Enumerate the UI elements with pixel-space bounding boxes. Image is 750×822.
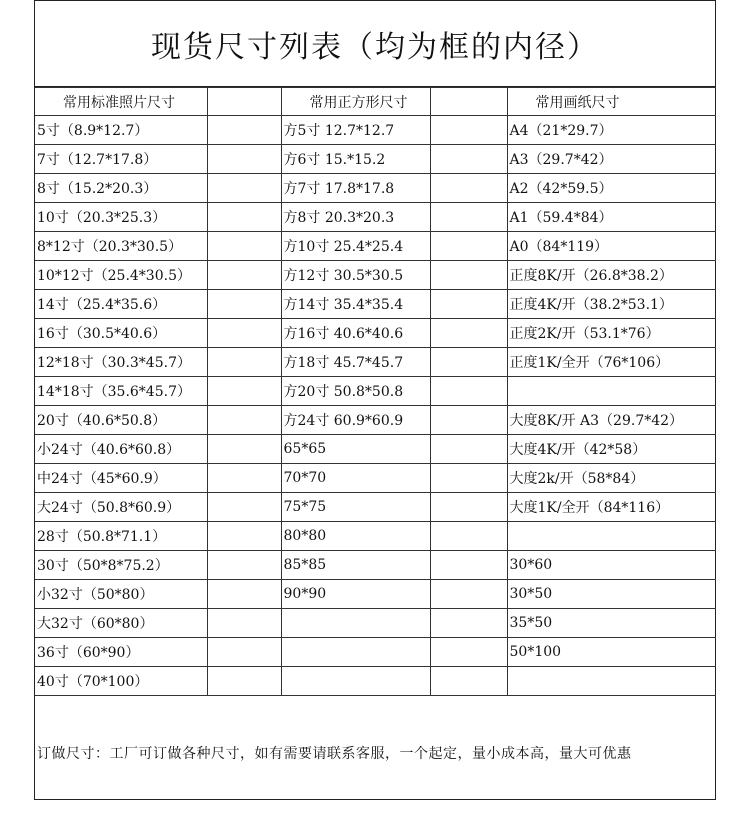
standard-photo-size-cell: 10寸（20.3*25.3） (35, 203, 207, 232)
square-size-cell: 方20寸 50.8*50.8 (281, 377, 430, 406)
spacer-cell (430, 203, 507, 232)
standard-photo-size-cell: 28寸（50.8*71.1） (35, 522, 207, 551)
table-row (35, 464, 716, 493)
paper-size-cell: 正度4K/开（38.2*53.1） (507, 290, 716, 319)
table-row (35, 290, 716, 319)
square-size-cell: 方14寸 35.4*35.4 (281, 290, 430, 319)
paper-size-cell: 正度2K/开（53.1*76） (507, 319, 716, 348)
spacer-cell (207, 116, 281, 145)
spacer-cell (207, 290, 281, 319)
spacer-cell (207, 348, 281, 377)
table-header-row (35, 88, 716, 116)
spacer-cell (207, 638, 281, 667)
square-size-cell: 方7寸 17.8*17.8 (281, 174, 430, 203)
spacer-cell (207, 145, 281, 174)
square-size-cell (281, 638, 430, 667)
spacer-cell (207, 261, 281, 290)
spacer-cell (430, 145, 507, 174)
spacer-cell (207, 609, 281, 638)
standard-photo-size-cell: 8寸（15.2*20.3） (35, 174, 207, 203)
size-table (35, 87, 716, 696)
paper-size-cell (507, 522, 716, 551)
paper-size-cell: 30*50 (507, 580, 716, 609)
square-size-cell: 70*70 (281, 464, 430, 493)
square-size-cell: 方8寸 20.3*20.3 (281, 203, 430, 232)
table-row (35, 580, 716, 609)
paper-size-cell: 35*50 (507, 609, 716, 638)
table-row (35, 638, 716, 667)
square-size-cell: 方5寸 12.7*12.7 (281, 116, 430, 145)
spacer-cell (430, 522, 507, 551)
table-row (35, 435, 716, 464)
square-size-cell: 75*75 (281, 493, 430, 522)
spacer-cell (430, 319, 507, 348)
spacer-cell (430, 290, 507, 319)
paper-size-cell: A2（42*59.5） (507, 174, 716, 203)
standard-photo-size-cell: 30寸（50*8*75.2） (35, 551, 207, 580)
spacer-cell (207, 406, 281, 435)
square-size-cell: 方12寸 30.5*30.5 (281, 261, 430, 290)
table-row (35, 348, 716, 377)
table-row (35, 609, 716, 638)
paper-size-cell: 大度1K/全开（84*116） (507, 493, 716, 522)
paper-size-cell: 正度1K/全开（76*106） (507, 348, 716, 377)
table-row (35, 116, 716, 145)
square-size-cell: 方16寸 40.6*40.6 (281, 319, 430, 348)
square-size-cell: 85*85 (281, 551, 430, 580)
paper-size-cell: 正度8K/开（26.8*38.2） (507, 261, 716, 290)
header-spacer (207, 88, 281, 116)
table-row (35, 667, 716, 696)
paper-size-cell: 大度8K/开 A3（29.7*42） (507, 406, 716, 435)
spacer-cell (430, 609, 507, 638)
spacer-cell (207, 493, 281, 522)
spacer-cell (430, 406, 507, 435)
table-row (35, 319, 716, 348)
spacer-cell (430, 348, 507, 377)
paper-size-cell: A1（59.4*84） (507, 203, 716, 232)
square-size-cell: 方24寸 60.9*60.9 (281, 406, 430, 435)
square-size-cell: 方6寸 15.*15.2 (281, 145, 430, 174)
square-size-cell: 方10寸 25.4*25.4 (281, 232, 430, 261)
table-row (35, 174, 716, 203)
paper-size-cell: 大度2k/开（58*84） (507, 464, 716, 493)
paper-size-cell: A3（29.7*42） (507, 145, 716, 174)
spacer-cell (207, 667, 281, 696)
table-row (35, 551, 716, 580)
paper-size-cell: 30*60 (507, 551, 716, 580)
standard-photo-size-cell: 大24寸（50.8*60.9） (35, 493, 207, 522)
square-size-cell (281, 667, 430, 696)
spacer-cell (430, 493, 507, 522)
spacer-cell (430, 638, 507, 667)
standard-photo-size-cell: 12*18寸（30.3*45.7） (35, 348, 207, 377)
square-size-cell: 80*80 (281, 522, 430, 551)
standard-photo-size-cell: 40寸（70*100） (35, 667, 207, 696)
table-row (35, 406, 716, 435)
spacer-cell (430, 667, 507, 696)
paper-size-cell (507, 377, 716, 406)
standard-photo-size-cell: 5寸（8.9*12.7） (35, 116, 207, 145)
spacer-cell (430, 580, 507, 609)
header-standard-photo: 常用标准照片尺寸 (35, 88, 207, 116)
header-paper: 常用画纸尺寸 (507, 88, 716, 116)
spacer-cell (207, 377, 281, 406)
header-square: 常用正方形尺寸 (281, 88, 430, 116)
paper-size-cell: A0（84*119） (507, 232, 716, 261)
table-row (35, 493, 716, 522)
spacer-cell (430, 232, 507, 261)
standard-photo-size-cell: 中24寸（45*60.9） (35, 464, 207, 493)
table-row (35, 522, 716, 551)
spacer-cell (207, 464, 281, 493)
spacer-cell (430, 551, 507, 580)
spacer-cell (430, 116, 507, 145)
square-size-cell (281, 609, 430, 638)
spacer-cell (207, 580, 281, 609)
page-title: 现货尺寸列表（均为框的内径） (35, 1, 715, 87)
spacer-cell (207, 319, 281, 348)
standard-photo-size-cell: 小32寸（50*80） (35, 580, 207, 609)
spacer-cell (207, 435, 281, 464)
table-row (35, 377, 716, 406)
spacer-cell (430, 174, 507, 203)
paper-size-cell: 大度4K/开（42*58） (507, 435, 716, 464)
table-row (35, 261, 716, 290)
standard-photo-size-cell: 小24寸（40.6*60.8） (35, 435, 207, 464)
spacer-cell (207, 174, 281, 203)
paper-size-cell: 50*100 (507, 638, 716, 667)
standard-photo-size-cell: 大32寸（60*80） (35, 609, 207, 638)
paper-size-cell: A4（21*29.7） (507, 116, 716, 145)
standard-photo-size-cell: 20寸（40.6*50.8） (35, 406, 207, 435)
standard-photo-size-cell: 14寸（25.4*35.6） (35, 290, 207, 319)
custom-size-note: 订做尺寸：工厂可订做各种尺寸，如有需要请联系客服，一个起定，量小成本高，量大可优惠 (37, 746, 632, 762)
table-row (35, 145, 716, 174)
standard-photo-size-cell: 14*18寸（35.6*45.7） (35, 377, 207, 406)
spacer-cell (430, 435, 507, 464)
standard-photo-size-cell: 36寸（60*90） (35, 638, 207, 667)
square-size-cell: 方18寸 45.7*45.7 (281, 348, 430, 377)
spacer-cell (430, 261, 507, 290)
square-size-cell: 90*90 (281, 580, 430, 609)
square-size-cell: 65*65 (281, 435, 430, 464)
spacer-cell (430, 464, 507, 493)
paper-size-cell (507, 667, 716, 696)
table-row (35, 203, 716, 232)
spacer-cell (430, 377, 507, 406)
spacer-cell (207, 232, 281, 261)
size-list-sheet (34, 0, 716, 800)
spacer-cell (207, 551, 281, 580)
standard-photo-size-cell: 7寸（12.7*17.8） (35, 145, 207, 174)
table-row (35, 232, 716, 261)
spacer-cell (207, 522, 281, 551)
spacer-cell (207, 203, 281, 232)
header-spacer (430, 88, 507, 116)
standard-photo-size-cell: 10*12寸（25.4*30.5） (35, 261, 207, 290)
standard-photo-size-cell: 16寸（30.5*40.6） (35, 319, 207, 348)
standard-photo-size-cell: 8*12寸（20.3*30.5） (35, 232, 207, 261)
